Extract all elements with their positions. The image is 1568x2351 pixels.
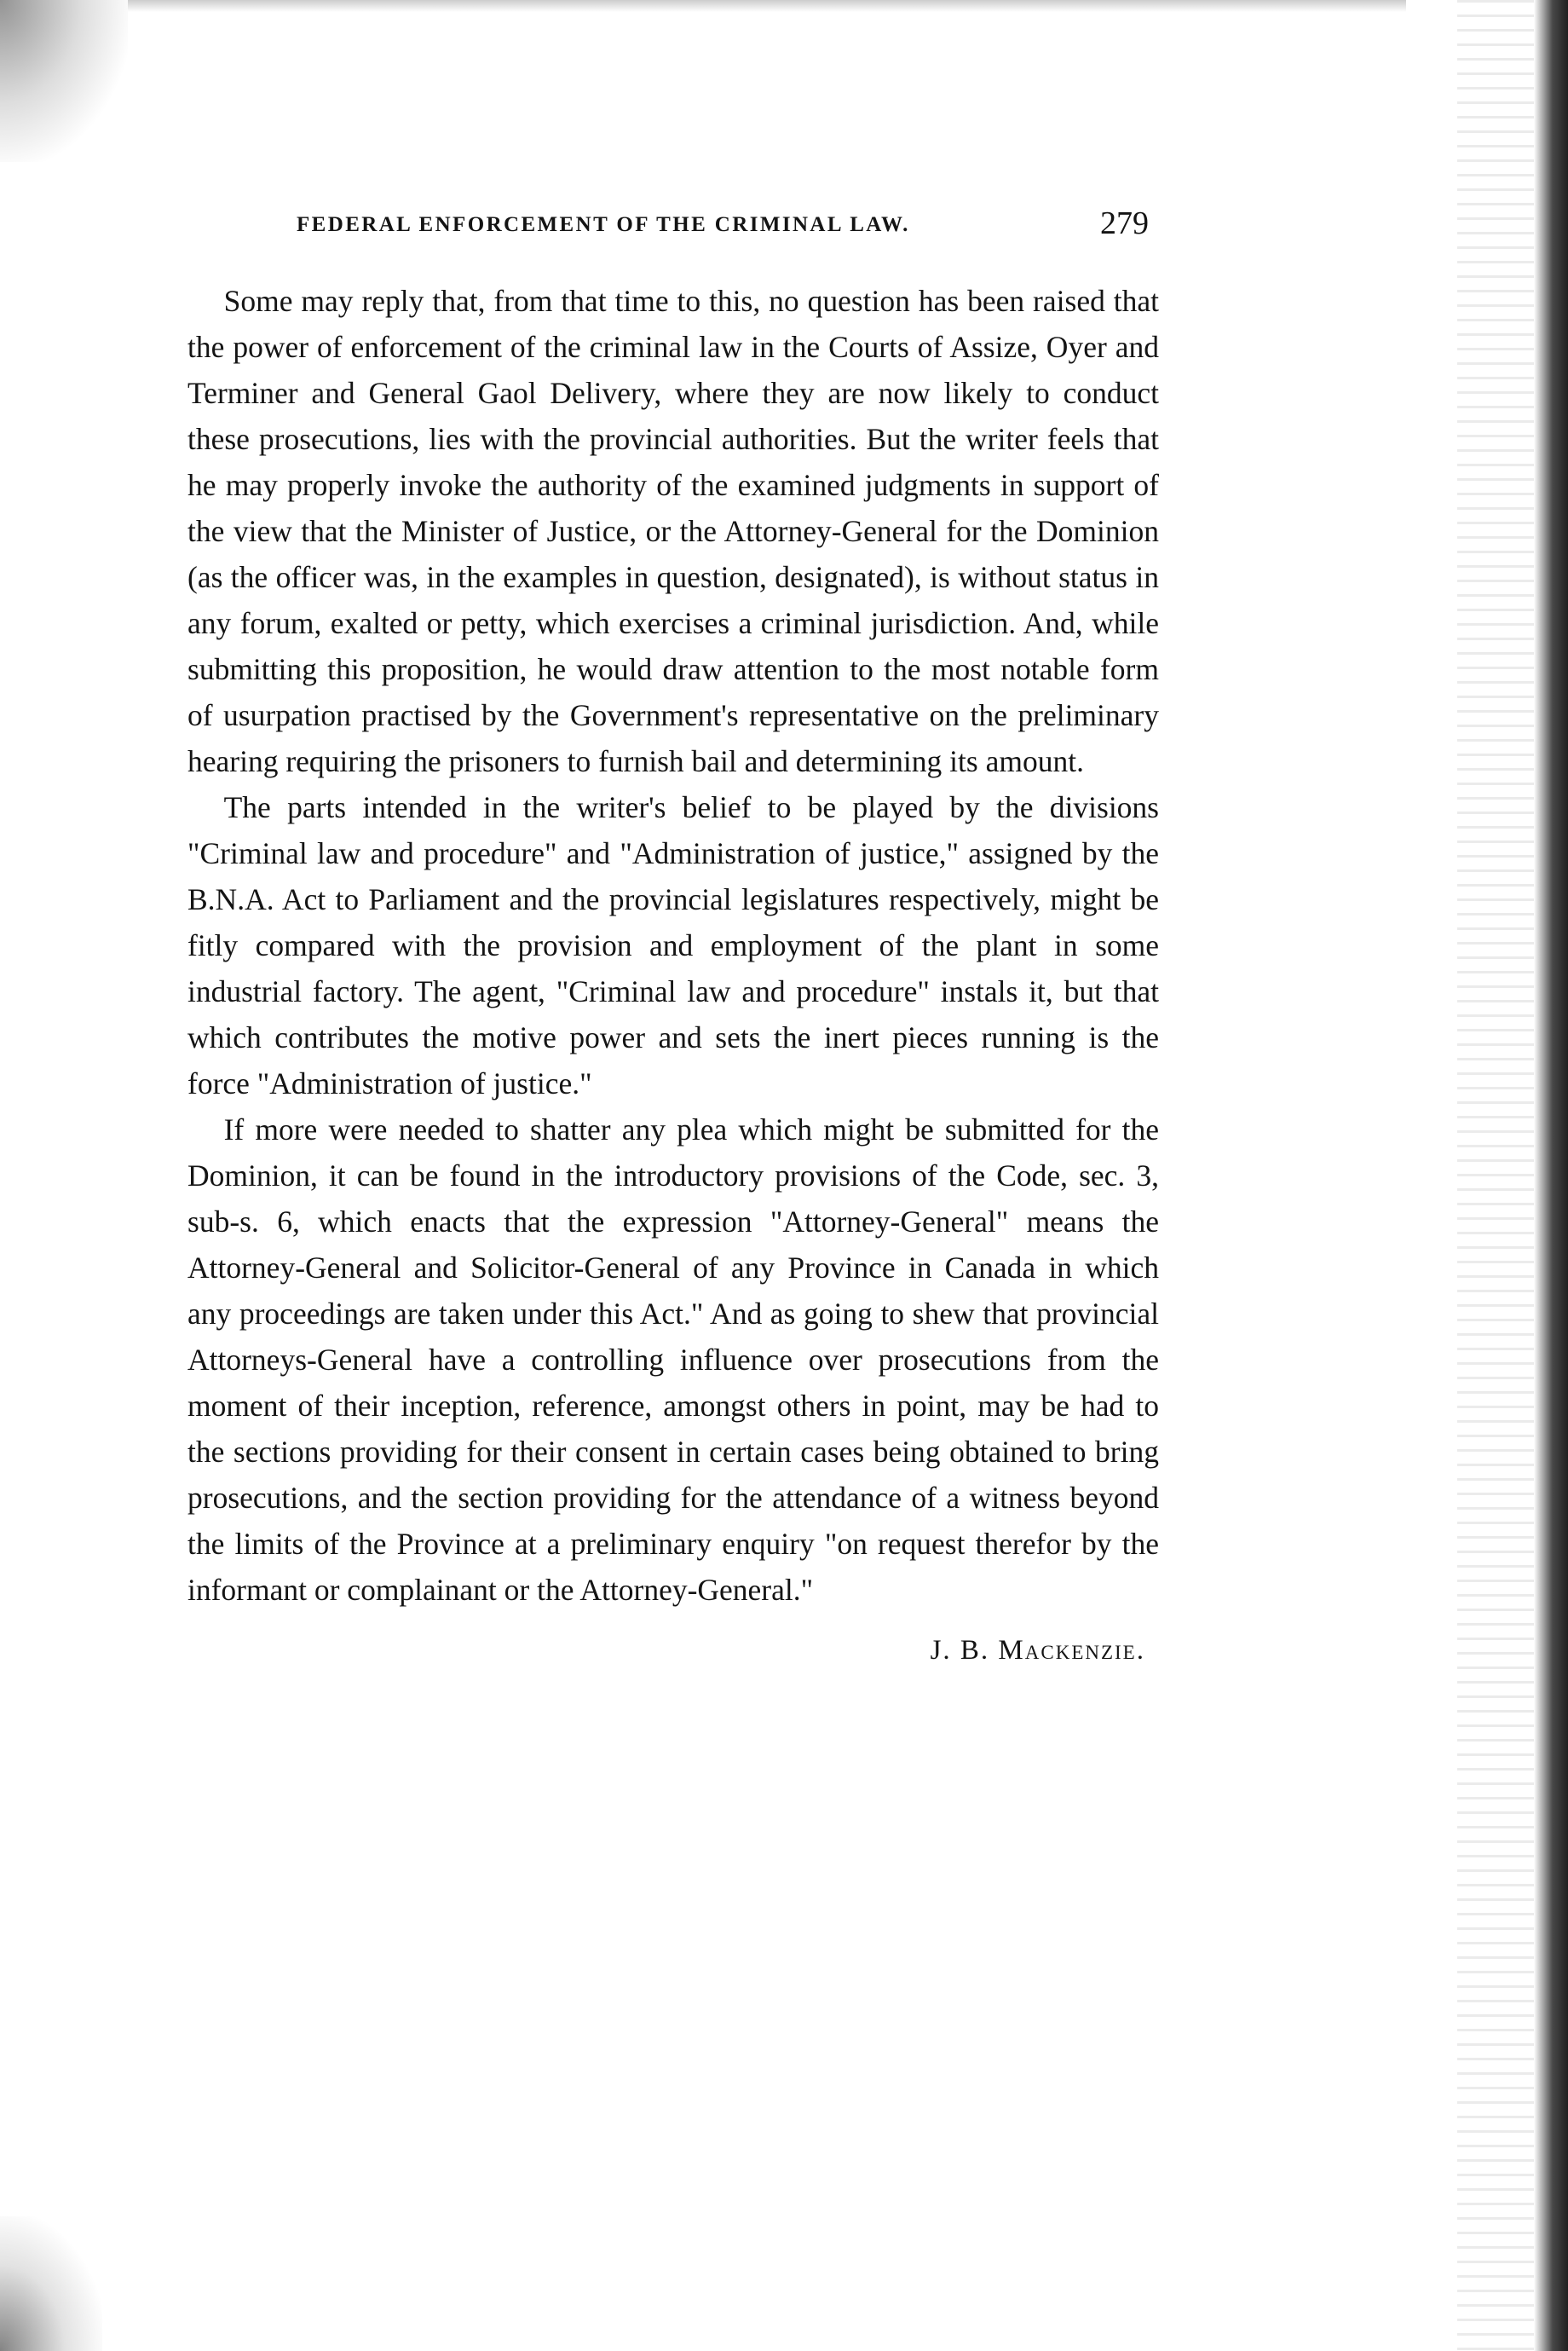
running-title: FEDERAL ENFORCEMENT OF THE CRIMINAL LAW. [297,213,910,236]
page-number: 279 [1100,205,1149,241]
author-signature: J. B. Mackenzie. [930,1635,1145,1666]
scan-binding-edge [1534,0,1568,2351]
paragraph-2: The parts intended in the writer's belief to be played by the divisions "Criminal law and procedure" and "Administration of justice," assigned by the B.N.A. Act to Parliament and the provincial legislatures respectively, might be fitly compared with the provision and employment of the plant in some industrial factory. The agent, "Criminal law and procedure" instals it, but that which contributes the motive power and sets the inert pieces running is the force "Administration of justice." [187,790,1159,1100]
running-head [187,205,1159,256]
scan-speckle-right [1457,0,1534,2351]
scan-shadow-top-left [0,0,128,162]
book-page [187,205,1159,1666]
scan-shadow-top [128,0,1406,12]
paragraph-1: Some may reply that, from that time to this, no question has been raised that the power of enforcement of the criminal law in the Courts of Assize, Oyer and Terminer and General Gaol Delivery, where they are now likely to conduct these prosecutions, lies with the provincial authorities. But the writer feels that he may properly invoke the authority of the examined judgments in support of the view that the Minister of Justice, or the Attorney-General for the Dominion (as the officer was, in the examples in question, designated), is without status in any forum, exalted or petty, which exercises a criminal jurisdiction. And, while submitting this proposition, he would draw attention to the most notable form of usurpation practised by the Government's representative on the preliminary hearing requiring the prisoners to furnish bail and determining its amount. [187,284,1159,778]
body-text [187,278,1159,1613]
scan-shadow-bottom-left [0,2216,102,2351]
paragraph-3: If more were needed to shatter any plea which might be submitted for the Dominion, it can be found in the introductory provisions of the Code, sec. 3, sub-s. 6, which enacts that the expression "Attorney-General" means the Attorney-General and Solicitor-General of any Province in Canada in which any proceedings are taken under this Act." And as going to shew that provincial Attorneys-General have a controlling influence over prosecutions from the moment of their inception, reference, amongst others in point, may be had to the sections providing for their consent in certain cases being obtained to bring prosecutions, and the section providing for the attendance of a witness beyond the limits of the Province at a preliminary enquiry "on request therefor by the informant or complainant or the Attorney-General." [187,1112,1159,1607]
